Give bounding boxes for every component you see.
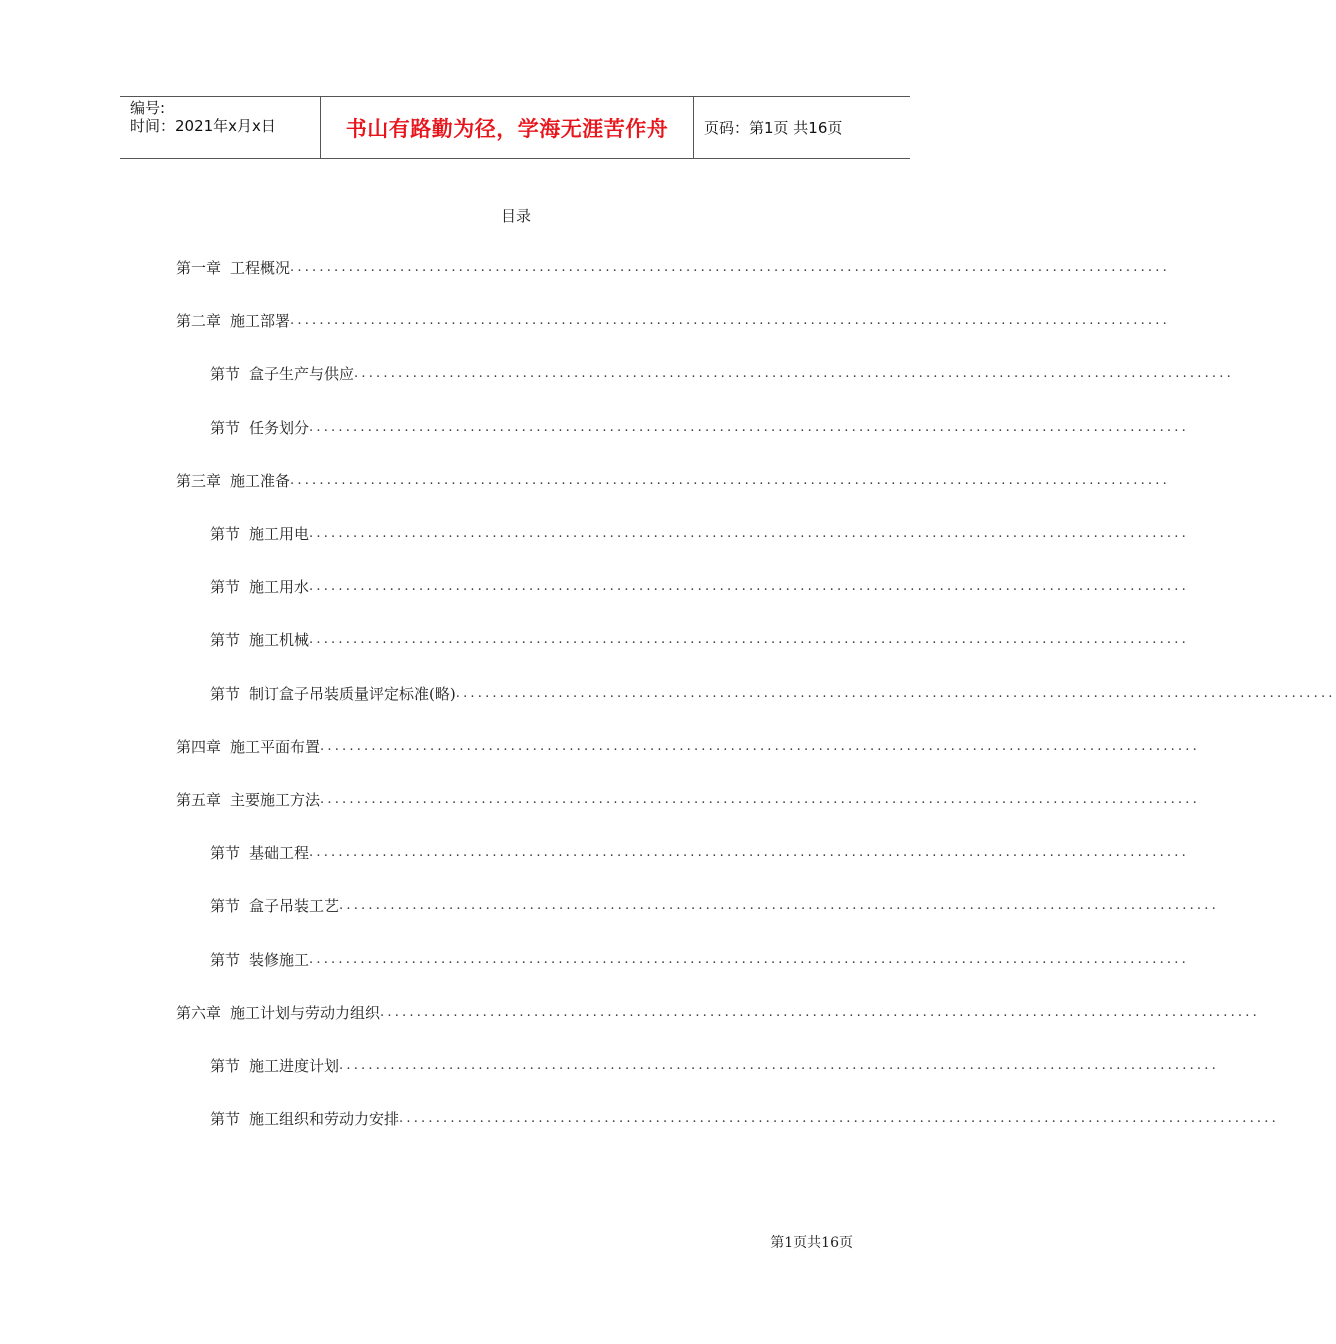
header-page-number: 页码：第1页 共16页	[704, 119, 843, 137]
toc-entry-number: 第节	[210, 684, 241, 703]
toc-entry-number: 第节	[210, 1110, 241, 1129]
toc-entry-title: 施工进度计划	[249, 1057, 340, 1075]
toc-entry-number: 第六章	[176, 1003, 222, 1022]
toc-entry[interactable]	[210, 628, 1189, 652]
page-footer: 第1页共16页	[770, 1235, 853, 1251]
toc-entry-title: 施工计划与劳动力组织	[230, 1003, 381, 1022]
toc-dot-leader: ........................................................................................................................	[339, 1058, 1219, 1073]
toc-entry-title: 施工机械	[249, 631, 310, 650]
toc-entry-title: 施工准备	[230, 471, 291, 490]
document-time-label: 时间：2021年x月x日	[130, 117, 276, 135]
toc-entry[interactable]	[210, 1054, 1219, 1078]
toc-entry[interactable]	[210, 362, 1234, 386]
toc-entry-title: 施工组织和劳动力安排	[249, 1110, 400, 1129]
toc-entry-title: 盒子生产与供应	[249, 365, 355, 384]
toc-entry-title: 施工部署	[230, 312, 291, 331]
toc-dot-leader: ........................................................................................................................	[290, 313, 1170, 329]
toc-entry[interactable]	[210, 841, 1189, 865]
toc-dot-leader: ........................................................................................................................	[309, 632, 1189, 648]
toc-entry[interactable]	[210, 1107, 1279, 1131]
toc-entry-number: 第四章	[176, 737, 222, 756]
toc-entry-number: 第节	[210, 1057, 241, 1075]
toc-entry[interactable]	[176, 788, 1200, 812]
toc-dot-leader: ........................................................................................................................	[309, 579, 1189, 595]
toc-entry-title: 工程概况	[230, 259, 291, 277]
toc-dot-leader: ........................................................................................................................	[309, 419, 1189, 435]
toc-entry-number: 第节	[210, 631, 241, 650]
toc-entry-number: 第节	[210, 365, 241, 384]
toc-dot-leader: ........................................................................................................................	[354, 366, 1234, 382]
toc-entry[interactable]	[210, 522, 1189, 546]
toc-entry-title: 任务划分	[249, 418, 310, 437]
toc-dot-leader: ........................................................................................................................	[309, 526, 1189, 541]
toc-entry-title: 主要施工方法	[230, 791, 321, 809]
toc-entry-title: 制订盒子吊装质量评定标准(略)	[249, 684, 456, 703]
toc-entry-title: 施工用水	[249, 578, 310, 597]
toc-entry-number: 第节	[210, 897, 241, 916]
toc-entry-number: 第二章	[176, 312, 222, 331]
toc-entry-number: 第节	[210, 578, 241, 597]
toc-dot-leader: ........................................................................................................................	[290, 472, 1170, 488]
toc-entry-number: 第五章	[176, 791, 222, 809]
toc-dot-leader: ........................................................................................................................	[339, 898, 1219, 914]
toc-dot-leader: ........................................................................................................................	[399, 1111, 1279, 1127]
toc-entry-number: 第节	[210, 525, 241, 543]
toc-entry[interactable]	[210, 416, 1189, 440]
toc-entry-title: 装修施工	[249, 950, 310, 969]
toc-entry[interactable]	[176, 469, 1170, 493]
toc-entry-number: 第节	[210, 950, 241, 969]
toc-entry-title: 施工平面布置	[230, 737, 321, 756]
toc-title: 目录	[500, 207, 531, 225]
toc-entry-title: 基础工程	[249, 844, 310, 863]
toc-entry[interactable]	[210, 894, 1219, 918]
toc-entry[interactable]	[210, 575, 1189, 599]
toc-entry-title: 盒子吊装工艺	[249, 897, 340, 916]
page-header	[120, 96, 910, 159]
toc-dot-leader: ........................................................................................................................	[309, 845, 1189, 861]
toc-dot-leader: ........................................................................................................................	[309, 951, 1189, 967]
toc-dot-leader: ........................................................................................................................	[455, 685, 1336, 701]
toc-dot-leader: ........................................................................................................................	[320, 738, 1200, 754]
toc-entry[interactable]	[176, 1001, 1260, 1025]
toc-entry[interactable]	[176, 256, 1170, 280]
toc-dot-leader: ........................................................................................................................	[290, 260, 1170, 275]
toc-entry-number: 第节	[210, 844, 241, 863]
toc-entry-number: 第三章	[176, 471, 222, 490]
toc-dot-leader: ........................................................................................................................	[320, 792, 1200, 807]
toc-entry-title: 施工用电	[249, 525, 310, 543]
document-number-label: 编号:	[130, 99, 166, 117]
header-meta	[120, 97, 321, 158]
toc-entry[interactable]	[176, 735, 1200, 759]
header-motto: 书山有路勤为径，学海无涯苦作舟	[321, 97, 694, 158]
toc-entry[interactable]	[210, 948, 1189, 972]
toc-entry[interactable]	[210, 682, 1336, 706]
toc-entry-number: 第一章	[176, 259, 222, 277]
toc-dot-leader: ........................................................................................................................	[380, 1004, 1260, 1020]
toc-entry[interactable]	[176, 309, 1170, 333]
toc-entry-number: 第节	[210, 418, 241, 437]
